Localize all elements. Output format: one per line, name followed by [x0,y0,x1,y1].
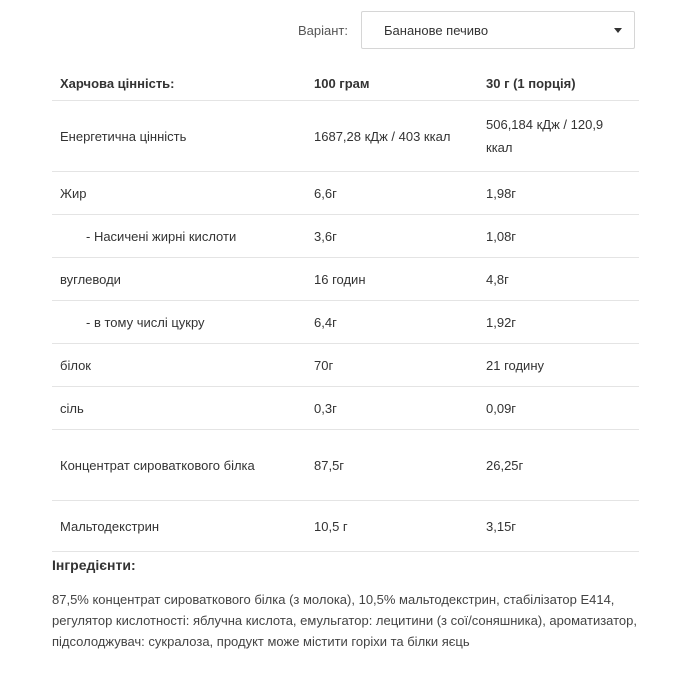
row-name: - Насичені жирні кислоти [52,215,314,258]
chevron-down-icon [614,28,622,33]
table-row [52,430,639,501]
row-per-serving: 1,98г [486,172,639,215]
row-name: вуглеводи [52,258,314,301]
row-name: - в тому числі цукру [52,301,314,344]
table-row [52,215,639,258]
row-per-100g: 70г [314,344,486,387]
variant-selected-value: Бананове печиво [384,22,489,38]
table-row [52,301,639,344]
row-name: Енергетична цінність [52,101,314,172]
variant-dropdown[interactable] [361,11,635,49]
row-per-100g: 3,6г [314,215,486,258]
row-name: Мальтодекстрин [52,501,314,552]
row-name-text: Концентрат сироваткового білка [60,457,255,473]
header-per-100g: 100 грам [314,75,370,91]
variant-selector-row [298,10,635,50]
row-per-serving: 1,08г [486,215,639,258]
nutrition-table-header [52,66,639,101]
row-per-serving: 21 годину [486,344,639,387]
row-name: білок [52,344,314,387]
row-per-serving: 0,09г [486,387,639,430]
row-name: сіль [52,387,314,430]
row-per-serving: 4,8г [486,258,639,301]
row-per-100g: 6,4г [314,301,486,344]
table-row [52,101,639,172]
row-per-serving: 1,92г [486,301,639,344]
row-name [52,430,314,501]
header-per-serving: 30 г (1 порція) [486,75,576,91]
row-per-serving-value: 506,184 кДж / 120,9 ккал [486,117,604,155]
row-name: Жир [52,172,314,215]
table-row [52,501,639,552]
ingredients-title: Інгредієнти: [52,557,136,573]
table-row [52,344,639,387]
row-per-100g: 16 годин [314,258,486,301]
row-per-serving: 3,15г [486,501,639,552]
row-per-100g: 6,6г [314,172,486,215]
row-per-100g: 10,5 г [314,501,486,552]
row-per-100g: 87,5г [314,430,486,501]
table-row [52,258,639,301]
row-per-100g: 0,3г [314,387,486,430]
nutrition-table [52,66,639,552]
table-row [52,387,639,430]
table-row [52,172,639,215]
header-nutrition-value: Харчова цінність: [60,75,175,91]
variant-label: Варіант: [298,22,348,38]
row-per-serving: 26,25г [486,430,639,501]
ingredients-text: 87,5% концентрат сироваткового білка (з молока), 10,5% мальтодекстрин, стабілізатор Е414, регулятор кислотності: яблучна кислота, емульгатор: лецитини (з сої/соняшника), ароматизатор, підсолоджувач: сукралоза, продукт може містити горіхи та білки яєць [52,592,638,649]
row-per-100g-value: 1687,28 кДж / 403 ккал [314,128,451,144]
row-per-serving [486,101,639,172]
row-per-100g [314,101,486,172]
